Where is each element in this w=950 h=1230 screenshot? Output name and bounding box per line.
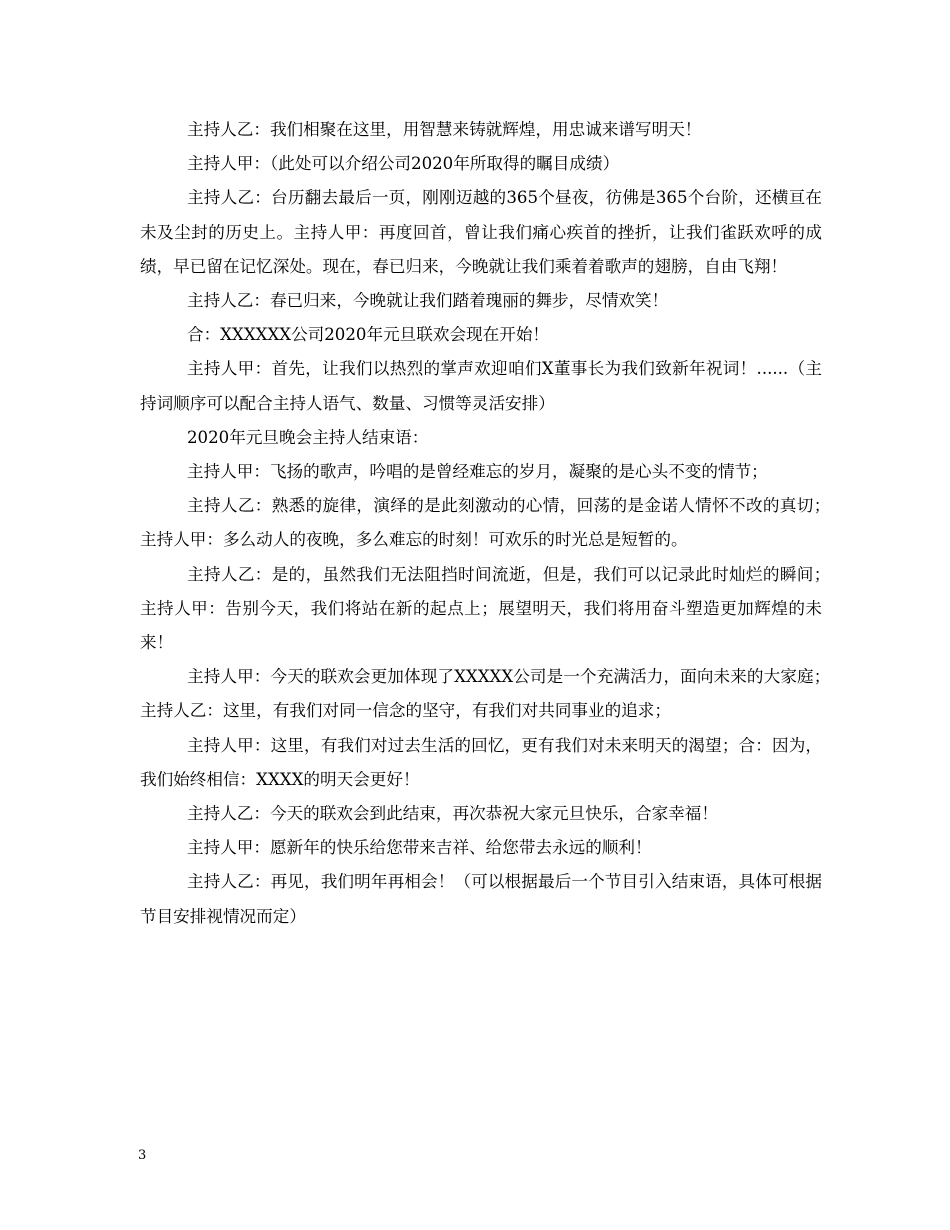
paragraph: 主持人甲：飞扬的歌声，吟唱的是曾经难忘的岁月，凝聚的是心头不变的情节；: [187, 462, 768, 482]
paragraph: 主持人甲：首先，让我们以热烈的掌声欢迎咱们X董事长为我们致新年祝词！......（主持词顺序可以配合主持人语气、数量、习惯等灵活安排）: [140, 359, 822, 413]
paragraph: 主持人乙：再见，我们明年再相会！（可以根据最后一个节目引入结束语，具体可根据节目安排视情况而定）: [140, 872, 822, 926]
paragraph: 合：XXXXXX公司2020年元旦联欢会现在开始！: [187, 325, 550, 345]
paragraph: 主持人乙：今天的联欢会到此结束，再次恭祝大家元旦快乐，合家幸福！: [187, 804, 718, 824]
paragraph: 主持人甲：今天的联欢会更加体现了XXXXX公司是一个充满活力，面向未来的大家庭； 主持人乙：这里，有我们对同一信念的坚守，有我们对共同事业的追求；: [140, 667, 839, 721]
paragraph: 主持人乙：熟悉的旋律，演绎的是此刻激动的心情，回荡的是金诺人情怀不改的真切； 主持人甲：多么动人的夜晚，多么难忘的时刻！可欢乐的时光总是短暂的。: [140, 496, 839, 550]
paragraph: 2020年元旦晚会主持人结束语：: [187, 427, 429, 447]
paragraph: 主持人乙：春已归来，今晚就让我们踏着瑰丽的舞步，尽情欢笑！: [187, 291, 669, 311]
paragraph: 主持人乙：我们相聚在这里，用智慧来铸就辉煌，用忠诚来谱写明天！: [187, 120, 702, 139]
paragraph: 主持人乙：是的，虽然我们无法阻挡时间流逝，但是，我们可以记录此时灿烂的瞬间； 主持人甲：告别今天，我们将站在新的起点上；展望明天，我们将用奋斗塑造更加辉煌的未来！: [140, 564, 839, 653]
paragraph: 主持人甲：这里，有我们对过去生活的回忆，更有我们对未来明天的渴望；合：因为，我们始终相信：XXXX的明天会更好！: [140, 735, 822, 789]
paragraph: 主持人甲：愿新年的快乐给您带来吉祥、给您带去永远的顺利！: [187, 838, 652, 858]
paragraph: 主持人乙：台历翻去最后一页，刚刚迈越的365个昼夜，彷佛是365个台阶，还横亘在未及尘封的历史上。主持人甲：再度回首，曾让我们痛心疾首的挫折，让我们雀跃欢呼的成绩，早已留在记忆深处。现在，春已归来，今晚就让我们乘着着歌声的翅膀，自由飞翔！: [140, 188, 822, 276]
document-body: [140, 113, 839, 934]
page-number: 3: [138, 1148, 147, 1163]
paragraph: 主持人甲：（此处可以介绍公司2020年所取得的瞩目成绩）: [187, 154, 620, 174]
